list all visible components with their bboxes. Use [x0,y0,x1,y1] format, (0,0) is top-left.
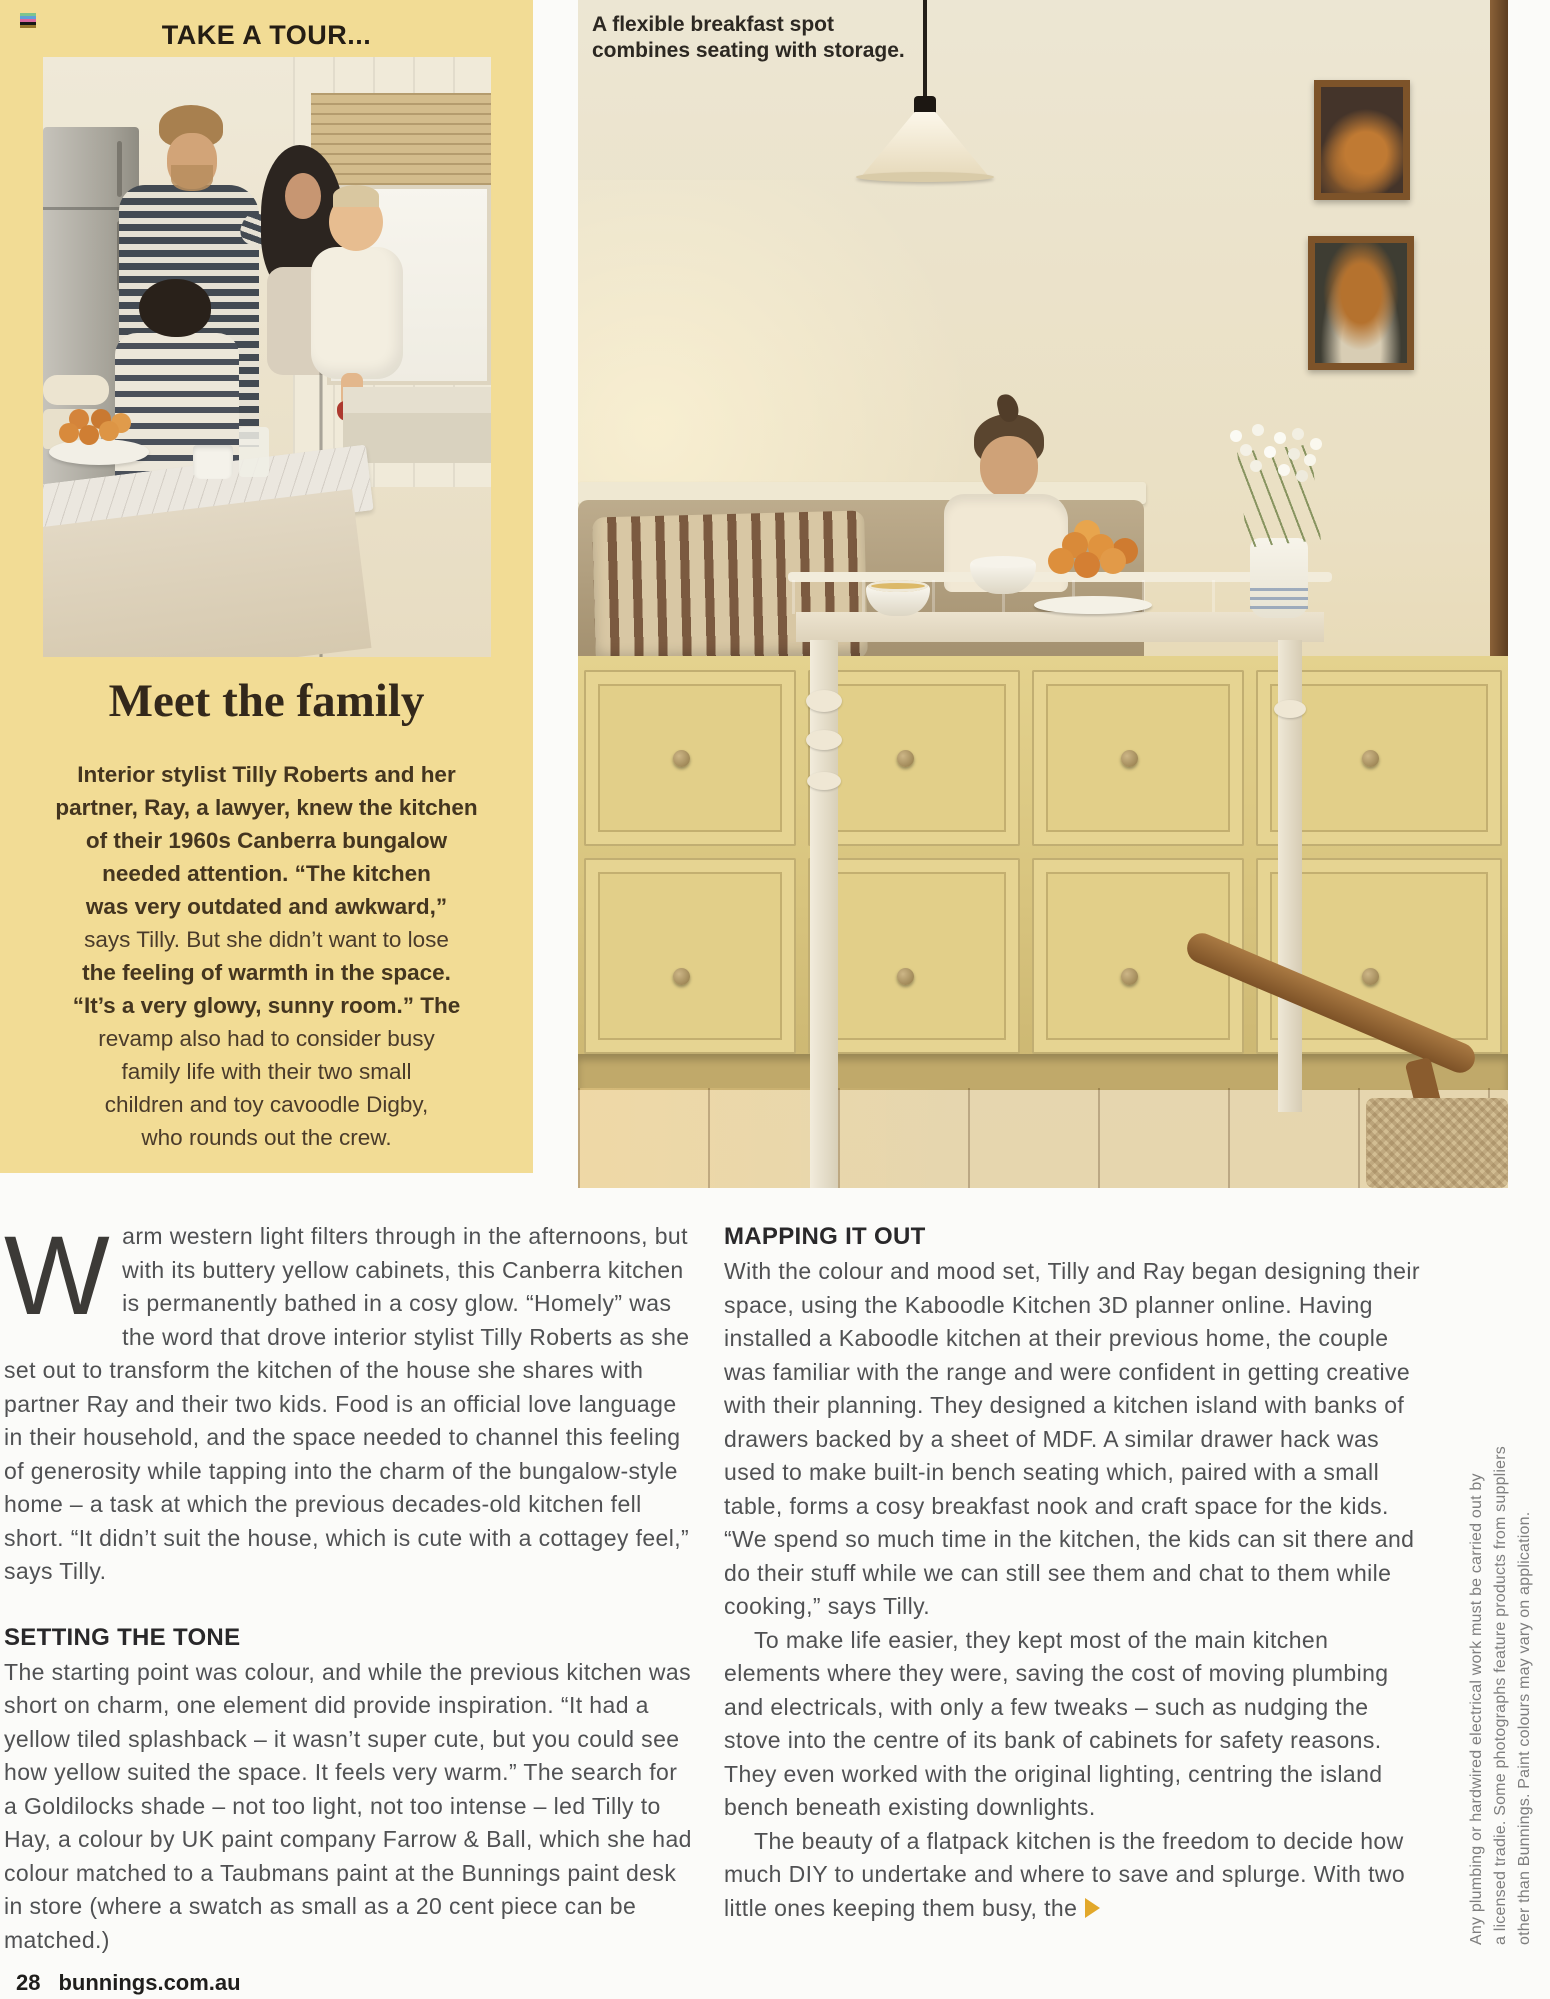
drawer-knob [673,750,690,767]
article-paragraph [724,1825,1428,1926]
framed-artwork [1308,236,1414,370]
peaches [1048,548,1074,574]
woven-chair-seat [1366,1098,1508,1188]
page-number: 28 [16,1970,41,1995]
article-column-left [4,1213,696,1957]
measuring-cup [193,445,233,479]
breakfast-nook-photo [578,0,1508,1188]
tour-box-intro [24,758,509,1154]
section-kicker: TAKE A TOUR... [161,20,372,50]
paragraph-text: With the colour and mood set, Tilly and Ray began designing their space, using the Kaboodle Kitchen 3D planner online. Having installed a Kaboodle kitchen at their previous home, the couple was familiar with the range and were confident in getting creative with their planning. They designed a kitchen island with banks of drawers backed by a sheet of MDF. A similar drawer hack was used to make built-in bench seating which, paired with a small table, forms a cosy breakfast nook and craft space for the kids. “We spend so much time in the kitchen, the kids can sit there and do their stuff while we can still see them and chat to them while cooking,” says Tilly. [724,1258,1420,1619]
disclaimer-line: other than Bunnings. Paint colours may vary on application. [1516,1511,1533,1945]
table-leg-turning [806,690,842,712]
drawer-front [584,670,796,846]
door-frame [1490,0,1508,660]
drawer-front [584,858,796,1054]
tour-sidebar-box [0,0,533,1173]
drawer-knob [897,750,914,767]
article-paragraph [4,1213,696,1589]
paragraph-text: To make life easier, they kept most of the main kitchen elements where they were, saving the cost of moving plumbing and electricals, with only a few tweaks – such as nudging the stove into the centre of its bank of cabinets for safety reasons. They even worked with the original lighting, centring the island bench beneath existing downlights. [724,1626,1389,1820]
egg-plate [49,439,149,465]
table-leg-turning [1274,700,1306,718]
drawer-knob [897,968,914,985]
baby-figure [311,247,403,379]
page-footer [16,1970,241,1996]
white-bowl-top [972,556,1034,568]
article-column-right [724,1220,1428,1925]
baby-hair [333,185,379,207]
paragraph-text: The starting point was colour, and while the previous kitchen was short on charm, one element did provide inspiration. “It had a yellow tiled splashback – it wasn’t super cute, but you could see how yellow suited the space. It feels very warm.” The search for a Goldilocks shade – not too light, not too intense – led Tilly to Hay, a colour by UK paint company Farrow & Ball, which she had colour matched to a Taubmans paint at the Bunnings paint desk in store (where a swatch as small as a 20 cent piece can be matched.) [4,1658,692,1953]
table-leg-turning [806,730,842,750]
text-line: revamp also had to consider busy [98,1026,435,1051]
drawer-knob [1121,750,1138,767]
continuation-arrow-icon [1085,1898,1100,1918]
table-apron [796,612,1324,642]
fridge-handle [117,141,122,197]
framed-artwork [1314,80,1410,200]
text-line: children and toy cavoodle Digby, [104,1092,429,1117]
family-photo [43,57,491,657]
drawer-knob [1362,968,1379,985]
eggs [59,423,79,443]
drawer-knob [673,968,690,985]
drawer-front [1032,670,1244,846]
text-line: “It’s a very glowy, sunny room.” The [72,993,461,1018]
section-heading-setting-the-tone: SETTING THE TONE [4,1623,241,1651]
rear-benchtop [343,387,491,413]
text-line: says Tilly. But she didn’t want to lose [84,927,449,952]
fruit-plate [1034,596,1152,614]
table-leg-turning [807,772,841,790]
jug-stripes [1250,588,1308,614]
text-line: the feeling of warmth in the space. [82,960,451,985]
text-line: of their 1960s Canberra bungalow [85,828,448,853]
paragraph-text: The beauty of a flatpack kitchen is the freedom to decide how much DIY to undertake and where to save and splurge. With two little ones keeping them busy, the [724,1827,1406,1921]
cabinet-kickboard [578,1054,1508,1090]
text-line: family life with their two small [121,1059,412,1084]
section-heading-mapping-it-out: MAPPING IT OUT [724,1223,926,1250]
text-line: who rounds out the crew. [141,1125,392,1150]
pendant-lamp-rim [856,172,994,182]
artwork-painting [1321,87,1403,193]
drop-cap: W [4,1213,111,1338]
father-beard [171,165,213,191]
pendant-lamp-shade [860,112,990,178]
photo-caption: A flexible breakfast spot combines seating with storage. [592,13,905,62]
glass-jar [239,427,269,477]
disclaimer-line: Any plumbing or hardwired electrical work must be carried out by [1468,1473,1485,1945]
article-paragraph [724,1624,1428,1825]
article-paragraph [724,1255,1428,1624]
cereal-bowl-top [868,580,928,592]
paragraph-text: arm western light filters through in the afternoons, but with its buttery yellow cabinets, this Canberra kitchen is permanently bathed in a cosy glow. “Homely” was the word that drove interior stylist Tilly Roberts as she set out to transform the kitchen of the house she shares with partner Ray and their two kids. Food is an official love language in their household, and the space needed to channel this feeling of generosity while tapping into the charm of the bungalow-style home – a task at which the previous decades-old kitchen fell short. “It didn’t suit the house, which is cute with a cottagey feel,” says Tilly. [4,1223,690,1584]
window-blind [311,93,491,189]
drawer-knob [1362,750,1379,767]
stand-mixer [43,375,109,405]
boy-hair [139,279,211,337]
table-leg [810,640,838,1188]
pendant-cord [923,0,927,100]
text-line: partner, Ray, a lawyer, knew the kitchen [55,795,478,820]
flower-blooms [1230,430,1242,442]
article-paragraph [4,1656,696,1958]
text-line: Interior stylist Tilly Roberts and her [77,762,456,787]
site-url: bunnings.com.au [58,1970,241,1995]
text-line: was very outdated and awkward,” [85,894,448,919]
flower-stems [1237,444,1321,547]
tour-box-title: Meet the family [108,675,425,727]
artwork-painting [1315,243,1407,363]
drawer-knob [1121,968,1138,985]
disclaimer-line: a licensed tradie. Some photographs feature products from suppliers [1492,1445,1509,1945]
text-line: needed attention. “The kitchen [102,861,431,886]
drawer-front [808,858,1020,1054]
mother-face [285,173,321,219]
